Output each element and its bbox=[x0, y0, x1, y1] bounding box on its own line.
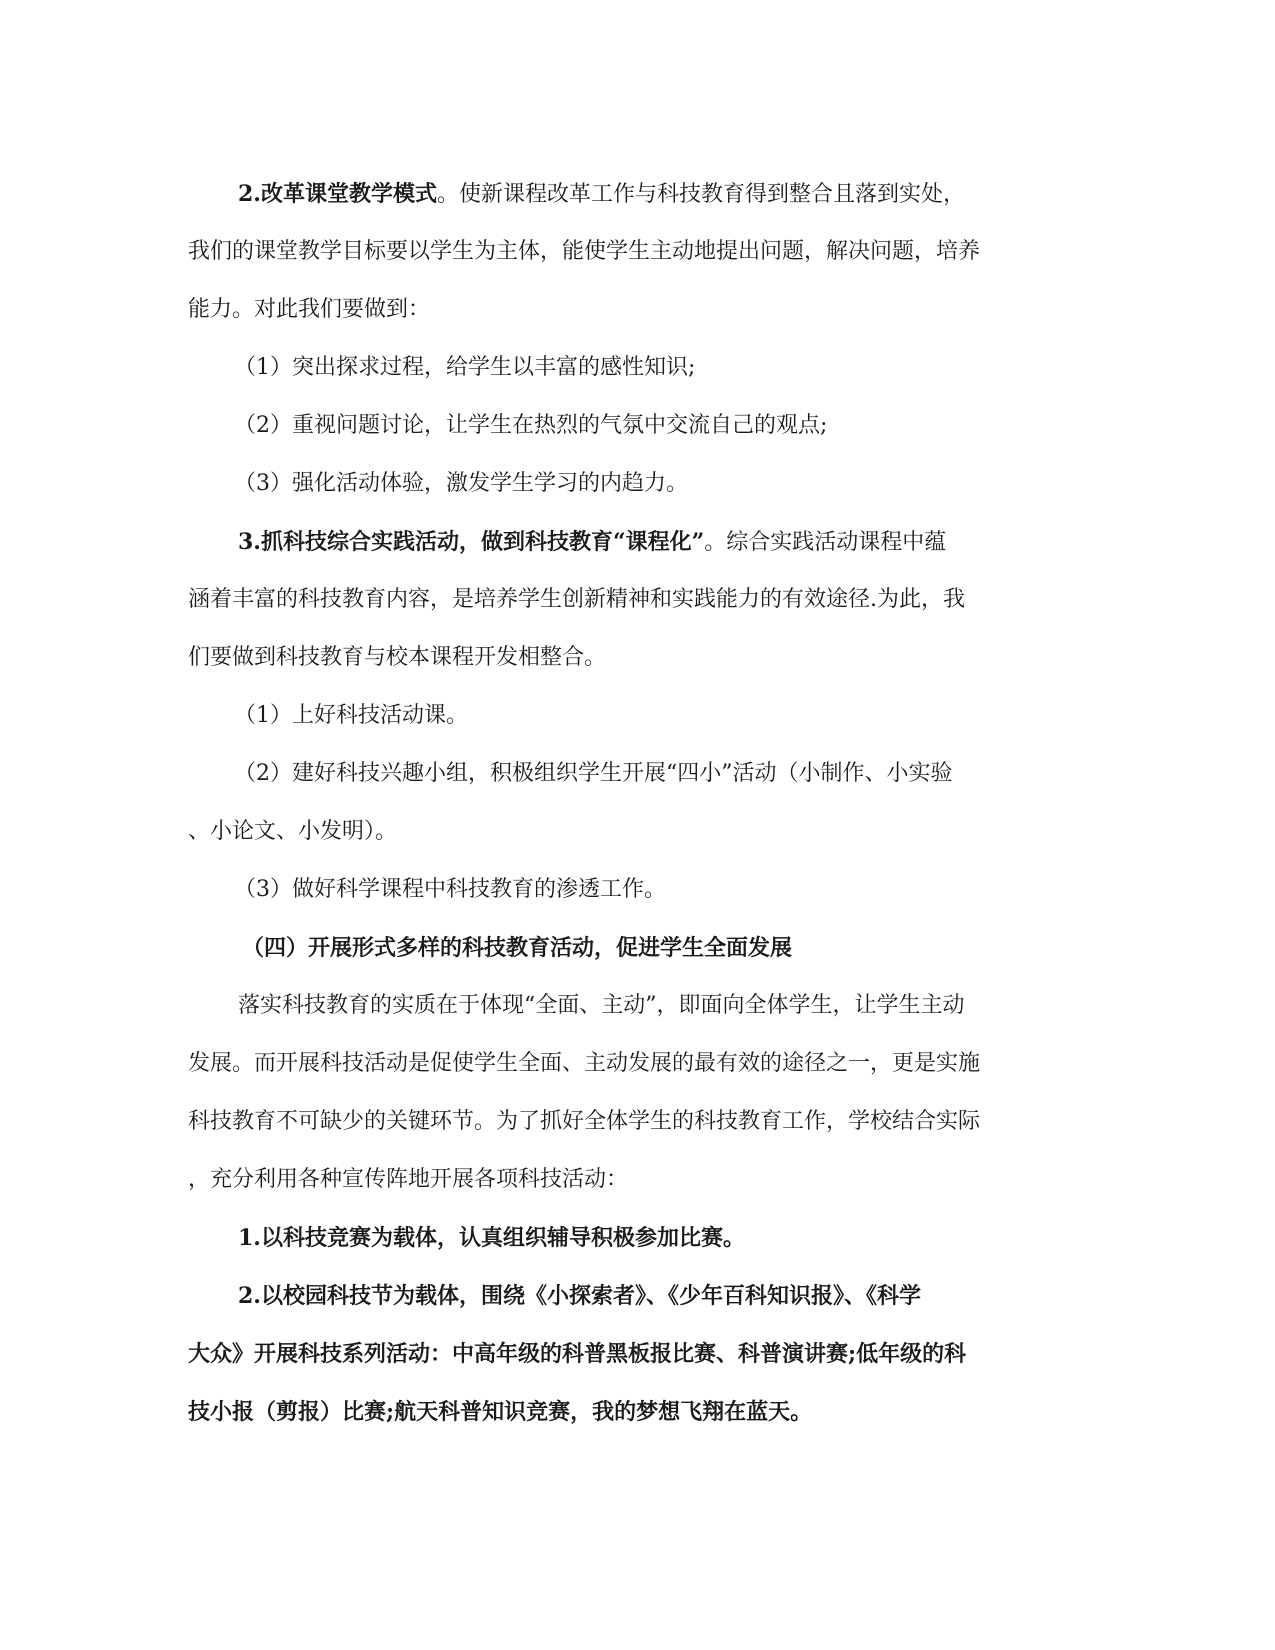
section4-point-1: 1.以科技竞赛为载体，认真组织辅导积极参加比赛。 bbox=[238, 1225, 745, 1251]
section2-text-line: 我们的课堂教学目标要以学生为主体，能使学生主动地提出问题，解决问题，培养 bbox=[188, 239, 981, 264]
section3-list-item: （2）建好科技兴趣小组，积极组织学生开展“四小”活动（小制作、小实验 bbox=[234, 761, 953, 786]
section2-list-item: （3）强化活动体验，激发学生学习的内趋力。 bbox=[234, 471, 688, 496]
section2-heading-line bbox=[0, 174, 1275, 214]
section3-heading-line bbox=[0, 522, 1275, 562]
section2-text-line: 能力。对此我们要做到： bbox=[188, 297, 431, 322]
section4-point-2-line: 大众》开展科技系列活动：中高年级的科普黑板报比赛、科普演讲赛;低年级的科 bbox=[188, 1341, 967, 1367]
section4-paragraph-line: 科技教育不可缺少的关键环节。为了抓好全体学生的科技教育工作，学校结合实际 bbox=[188, 1109, 981, 1134]
section2-list-item: （2）重视问题讨论，让学生在热烈的气氛中交流自己的观点; bbox=[234, 413, 828, 438]
section3-list-item: （1）上好科技活动课。 bbox=[234, 703, 468, 728]
section4-heading: （四）开展形式多样的科技教育活动，促进学生全面发展 bbox=[242, 935, 793, 961]
section4-paragraph-line: 发展。而开展科技活动是促使学生全面、主动发展的最有效的途径之一，更是实施 bbox=[188, 1051, 981, 1076]
section2-list-item: （1）突出探求过程，给学生以丰富的感性知识; bbox=[234, 355, 696, 380]
section3-heading-text: 。综合实践活动课程中蕴 bbox=[704, 530, 947, 555]
section3-text-line: 涵着丰富的科技教育内容，是培养学生创新精神和实践能力的有效途径.为此，我 bbox=[188, 587, 965, 612]
section4-point-2-line: 技小报（剪报）比赛;航天科普知识竞赛，我的梦想飞翔在蓝天。 bbox=[188, 1399, 813, 1425]
section3-heading: 3.抓科技综合实践活动，做到科技教育“课程化” bbox=[238, 529, 705, 555]
section3-text-line: 们要做到科技教育与校本课程开发相整合。 bbox=[188, 645, 607, 670]
section2-heading: 2.改革课堂教学模式 bbox=[238, 181, 437, 207]
section4-paragraph-line: ，充分利用各种宣传阵地开展各项科技活动： bbox=[188, 1167, 629, 1192]
section4-point-2-line: 2.以校园科技节为载体，围绕《小探索者》、《少年百科知识报》、《科学 bbox=[238, 1283, 921, 1309]
section3-list-item: 、小论文、小发明）。 bbox=[188, 819, 398, 844]
section2-heading-text: 。使新课程改革工作与科技教育得到整合且落到实处， bbox=[436, 182, 965, 207]
section3-list-item: （3）做好科学课程中科技教育的渗透工作。 bbox=[234, 877, 666, 902]
section4-paragraph-line: 落实科技教育的实质在于体现“全面、主动”，即面向全体学生，让学生主动 bbox=[238, 993, 965, 1018]
